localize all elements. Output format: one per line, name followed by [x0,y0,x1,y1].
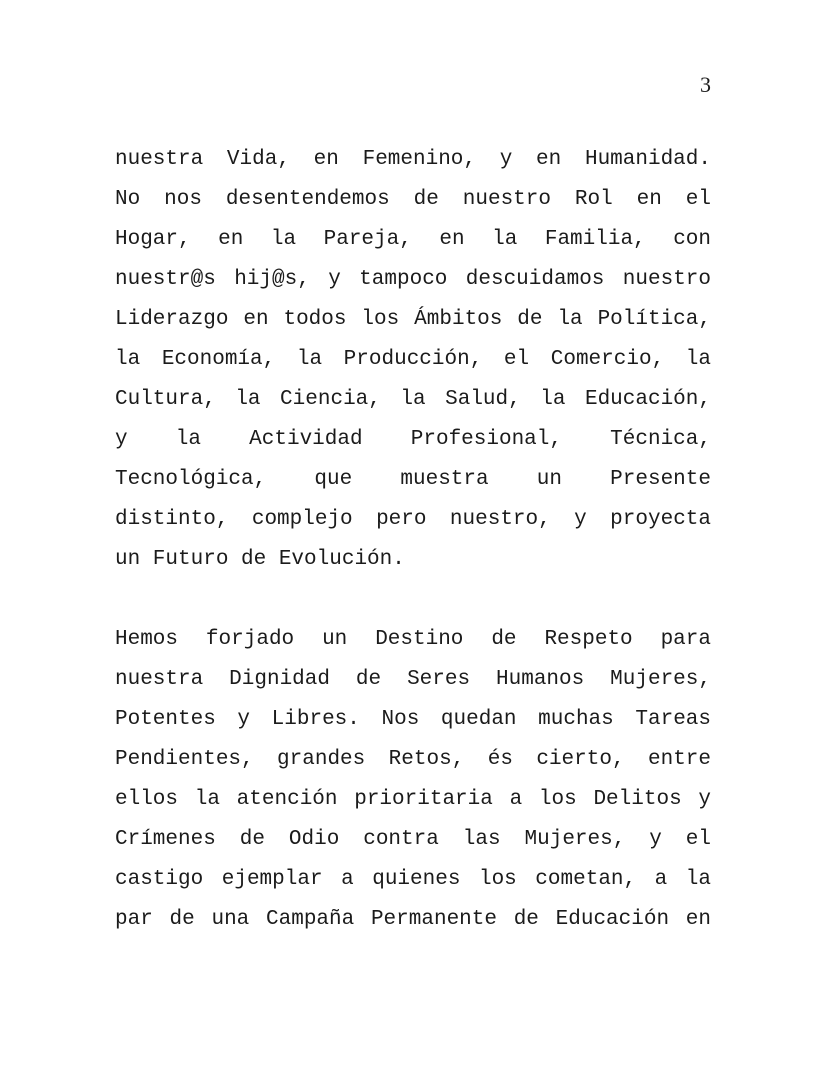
document-body [115,140,711,980]
text-line: No nos desentendemos de nuestro Rol en el [115,188,711,211]
text-line: un Futuro de Evolución. [115,548,405,571]
text-line: la Economía, la Producción, el Comercio, la [115,348,711,371]
paragraph-1 [115,140,711,580]
text-line: Crímenes de Odio contra las Mujeres, y el [115,828,711,851]
text-line: Hogar, en la Pareja, en la Familia, con [115,228,711,251]
text-line: Tecnológica, que muestra un Presente [115,468,711,491]
text-line: Hemos forjado un Destino de Respeto para [115,628,711,651]
text-line: Potentes y Libres. Nos quedan muchas Tareas [115,708,711,731]
text-line: Pendientes, grandes Retos, és cierto, entre [115,748,711,771]
text-line: par de una Campaña Permanente de Educación en [115,908,711,931]
text-line: ellos la atención prioritaria a los Delitos y [115,788,711,811]
text-line: Liderazgo en todos los Ámbitos de la Política, [115,308,711,331]
text-line: nuestra Vida, en Femenino, y en Humanidad. [115,148,711,171]
text-line: y la Actividad Profesional, Técnica, [115,428,711,451]
paragraph-2 [115,620,711,940]
text-line: nuestra Dignidad de Seres Humanos Mujeres, [115,668,711,691]
text-line: Cultura, la Ciencia, la Salud, la Educación, [115,388,711,411]
page-number: 3 [700,72,711,97]
text-line: nuestr@s hij@s, y tampoco descuidamos nuestro [115,268,711,291]
text-line: distinto, complejo pero nuestro, y proyecta [115,508,711,531]
text-line: castigo ejemplar a quienes los cometan, a la [115,868,711,891]
